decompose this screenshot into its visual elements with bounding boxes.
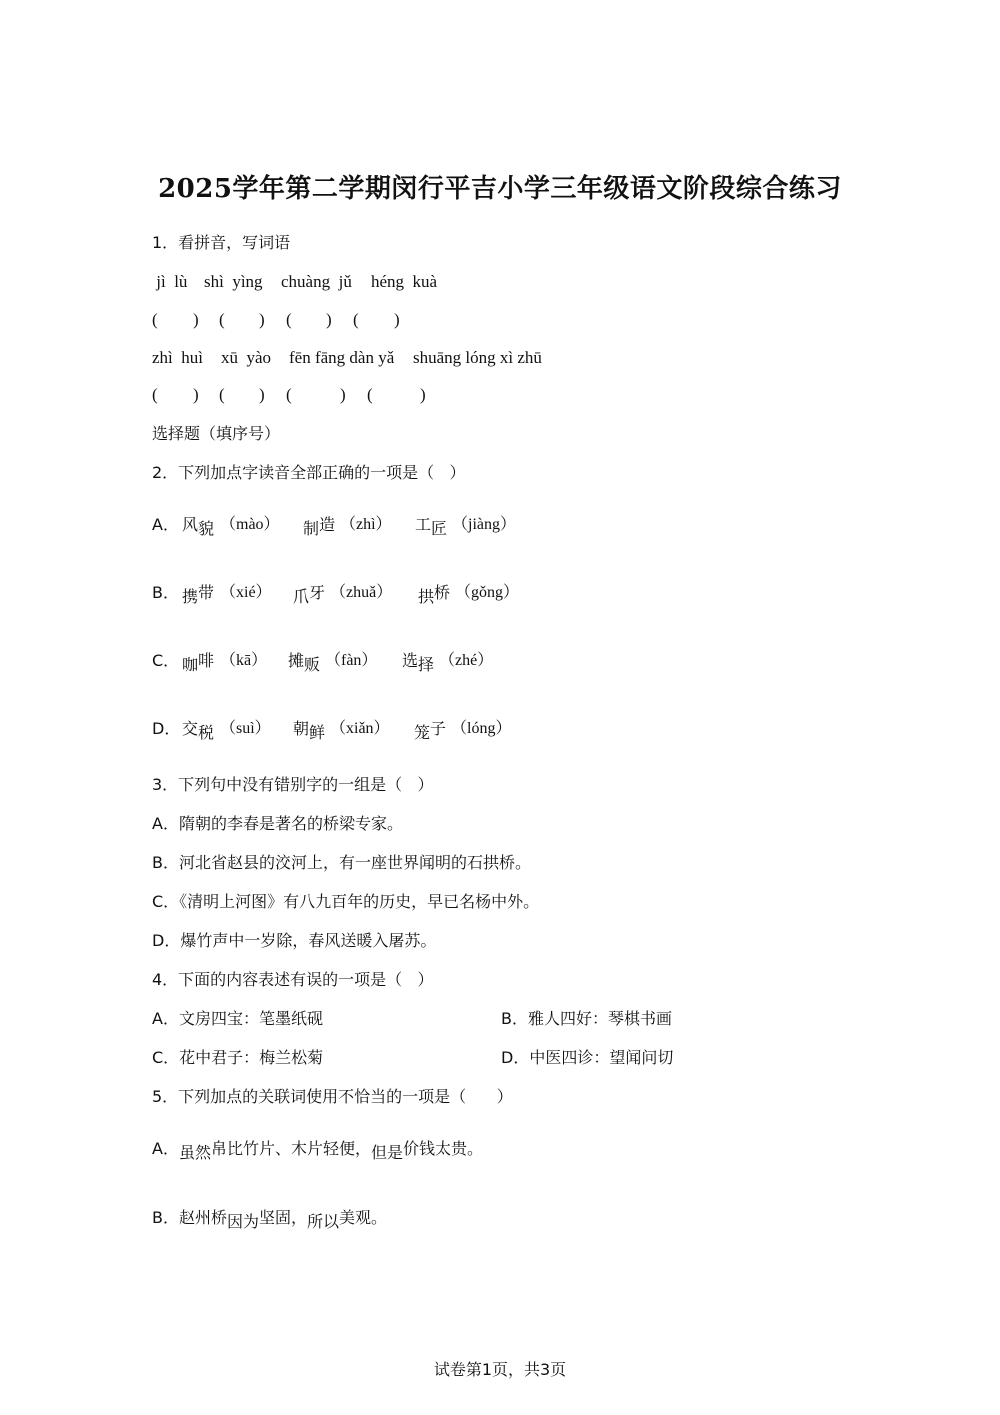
q1-pinyin-6: xū yào <box>221 348 272 367</box>
option-word-2: 爪牙 <box>293 583 326 606</box>
q4-stem: 4．下面的内容表述有误的一项是（ ） <box>152 970 434 989</box>
q4-option-c: C．花中君子：梅兰松菊 <box>152 1048 324 1067</box>
q3-option-b: B．河北省赵县的洨河上，有一座世界闻明的石拱桥。 <box>152 853 531 872</box>
q1-pinyin-8: shuāng lóng xì zhū <box>413 348 542 367</box>
q3-option-d: D．爆竹声中一岁除，春风送暖入屠苏。 <box>152 931 437 950</box>
option-pinyin-3: （lóng） <box>451 720 512 737</box>
option-word-3: 笼子 <box>414 719 447 742</box>
q1-pinyin-5: zhì huì <box>152 348 203 367</box>
q1-stem: 1．看拼音，写词语 <box>152 233 291 252</box>
q4-option-b: B．雅人四好：琴棋书画 <box>501 1009 672 1028</box>
section-choice-heading: 选择题（填序号） <box>152 424 281 443</box>
answer-blank-open: ( <box>353 310 359 329</box>
option-word-3: 选择 <box>402 651 435 674</box>
q1-pinyin-4: héng kuà <box>371 272 438 291</box>
answer-blank-close: ) <box>394 310 400 329</box>
option-pinyin-1: （suì） <box>220 720 271 737</box>
option-pinyin-1: （kā） <box>220 652 268 669</box>
option-word-3: 拱桥 <box>418 583 451 606</box>
q1-pinyin-2: shì yìng <box>204 272 263 291</box>
answer-blank-close: ) <box>193 385 199 404</box>
option-letter: A． <box>152 515 179 534</box>
option-pinyin-1: （xié） <box>220 584 272 601</box>
answer-blank-close: ) <box>340 385 346 404</box>
q1-pinyin-7: fēn fāng dàn yǎ <box>289 348 395 367</box>
answer-blank-open: ( <box>152 310 158 329</box>
option-pinyin-2: （zhuǎ） <box>330 584 393 601</box>
answer-blank-open: ( <box>152 385 158 404</box>
option-pinyin-2: （xiǎn） <box>330 720 390 737</box>
q1-pinyin-3: chuàng jǔ <box>281 272 352 291</box>
option-word-2: 制造 <box>303 515 336 538</box>
option-word-2: 朝鲜 <box>293 719 326 742</box>
q3-option-c: C．《清明上河图》有八九百年的历史，早已名杨中外。 <box>152 892 540 911</box>
q5-option-a: A．虽然帛比竹片、木片轻便，但是价钱太贵。 <box>152 1139 484 1162</box>
option-pinyin-2: （zhì） <box>340 516 392 533</box>
option-pinyin-1: （mào） <box>220 516 280 533</box>
option-pinyin-3: （jiàng） <box>452 516 516 533</box>
option-word-1: 携带 <box>182 583 215 606</box>
answer-blank-close: ) <box>259 310 265 329</box>
option-pinyin-2: （fàn） <box>325 652 378 669</box>
q2-stem: 2．下列加点字读音全部正确的一项是（ ） <box>152 463 466 482</box>
answer-blank-open: ( <box>286 310 292 329</box>
option-word-2: 摊贩 <box>288 651 321 674</box>
q3-stem: 3．下列句中没有错别字的一组是（ ） <box>152 775 434 794</box>
option-pinyin-3: （zhé） <box>439 652 494 669</box>
answer-blank-close: ) <box>326 310 332 329</box>
option-pinyin-3: （gǒng） <box>455 584 520 601</box>
option-letter: C． <box>152 651 180 670</box>
q5-option-b: B．赵州桥因为坚固，所以美观。 <box>152 1208 388 1231</box>
q4-option-a: A．文房四宝：笔墨纸砚 <box>152 1009 323 1028</box>
answer-blank-open: ( <box>219 385 225 404</box>
page-footer: 试卷第1页，共3页 <box>433 1360 567 1379</box>
option-word-1: 咖啡 <box>182 651 215 674</box>
answer-blank-open: ( <box>367 385 373 404</box>
answer-blank-open: ( <box>286 385 292 404</box>
option-word-1: 风貌 <box>182 515 215 538</box>
answer-blank-close: ) <box>259 385 265 404</box>
option-letter: D． <box>152 719 181 738</box>
q3-option-a: A．隋朝的李春是著名的桥梁专家。 <box>152 814 403 833</box>
page-title: 2025学年第二学期闵行平吉小学三年级语文阶段综合练习 <box>158 174 842 204</box>
option-word-3: 工匠 <box>415 515 448 538</box>
option-word-1: 交税 <box>182 719 215 742</box>
q4-option-d: D．中医四诊：望闻问切 <box>501 1048 674 1067</box>
answer-blank-close: ) <box>193 310 199 329</box>
answer-blank-open: ( <box>219 310 225 329</box>
q5-stem: 5．下列加点的关联词使用不恰当的一项是（ ） <box>152 1087 513 1106</box>
answer-blank-close: ) <box>420 385 426 404</box>
option-letter: B． <box>152 583 179 602</box>
q1-pinyin-1: jì lù <box>152 272 188 291</box>
